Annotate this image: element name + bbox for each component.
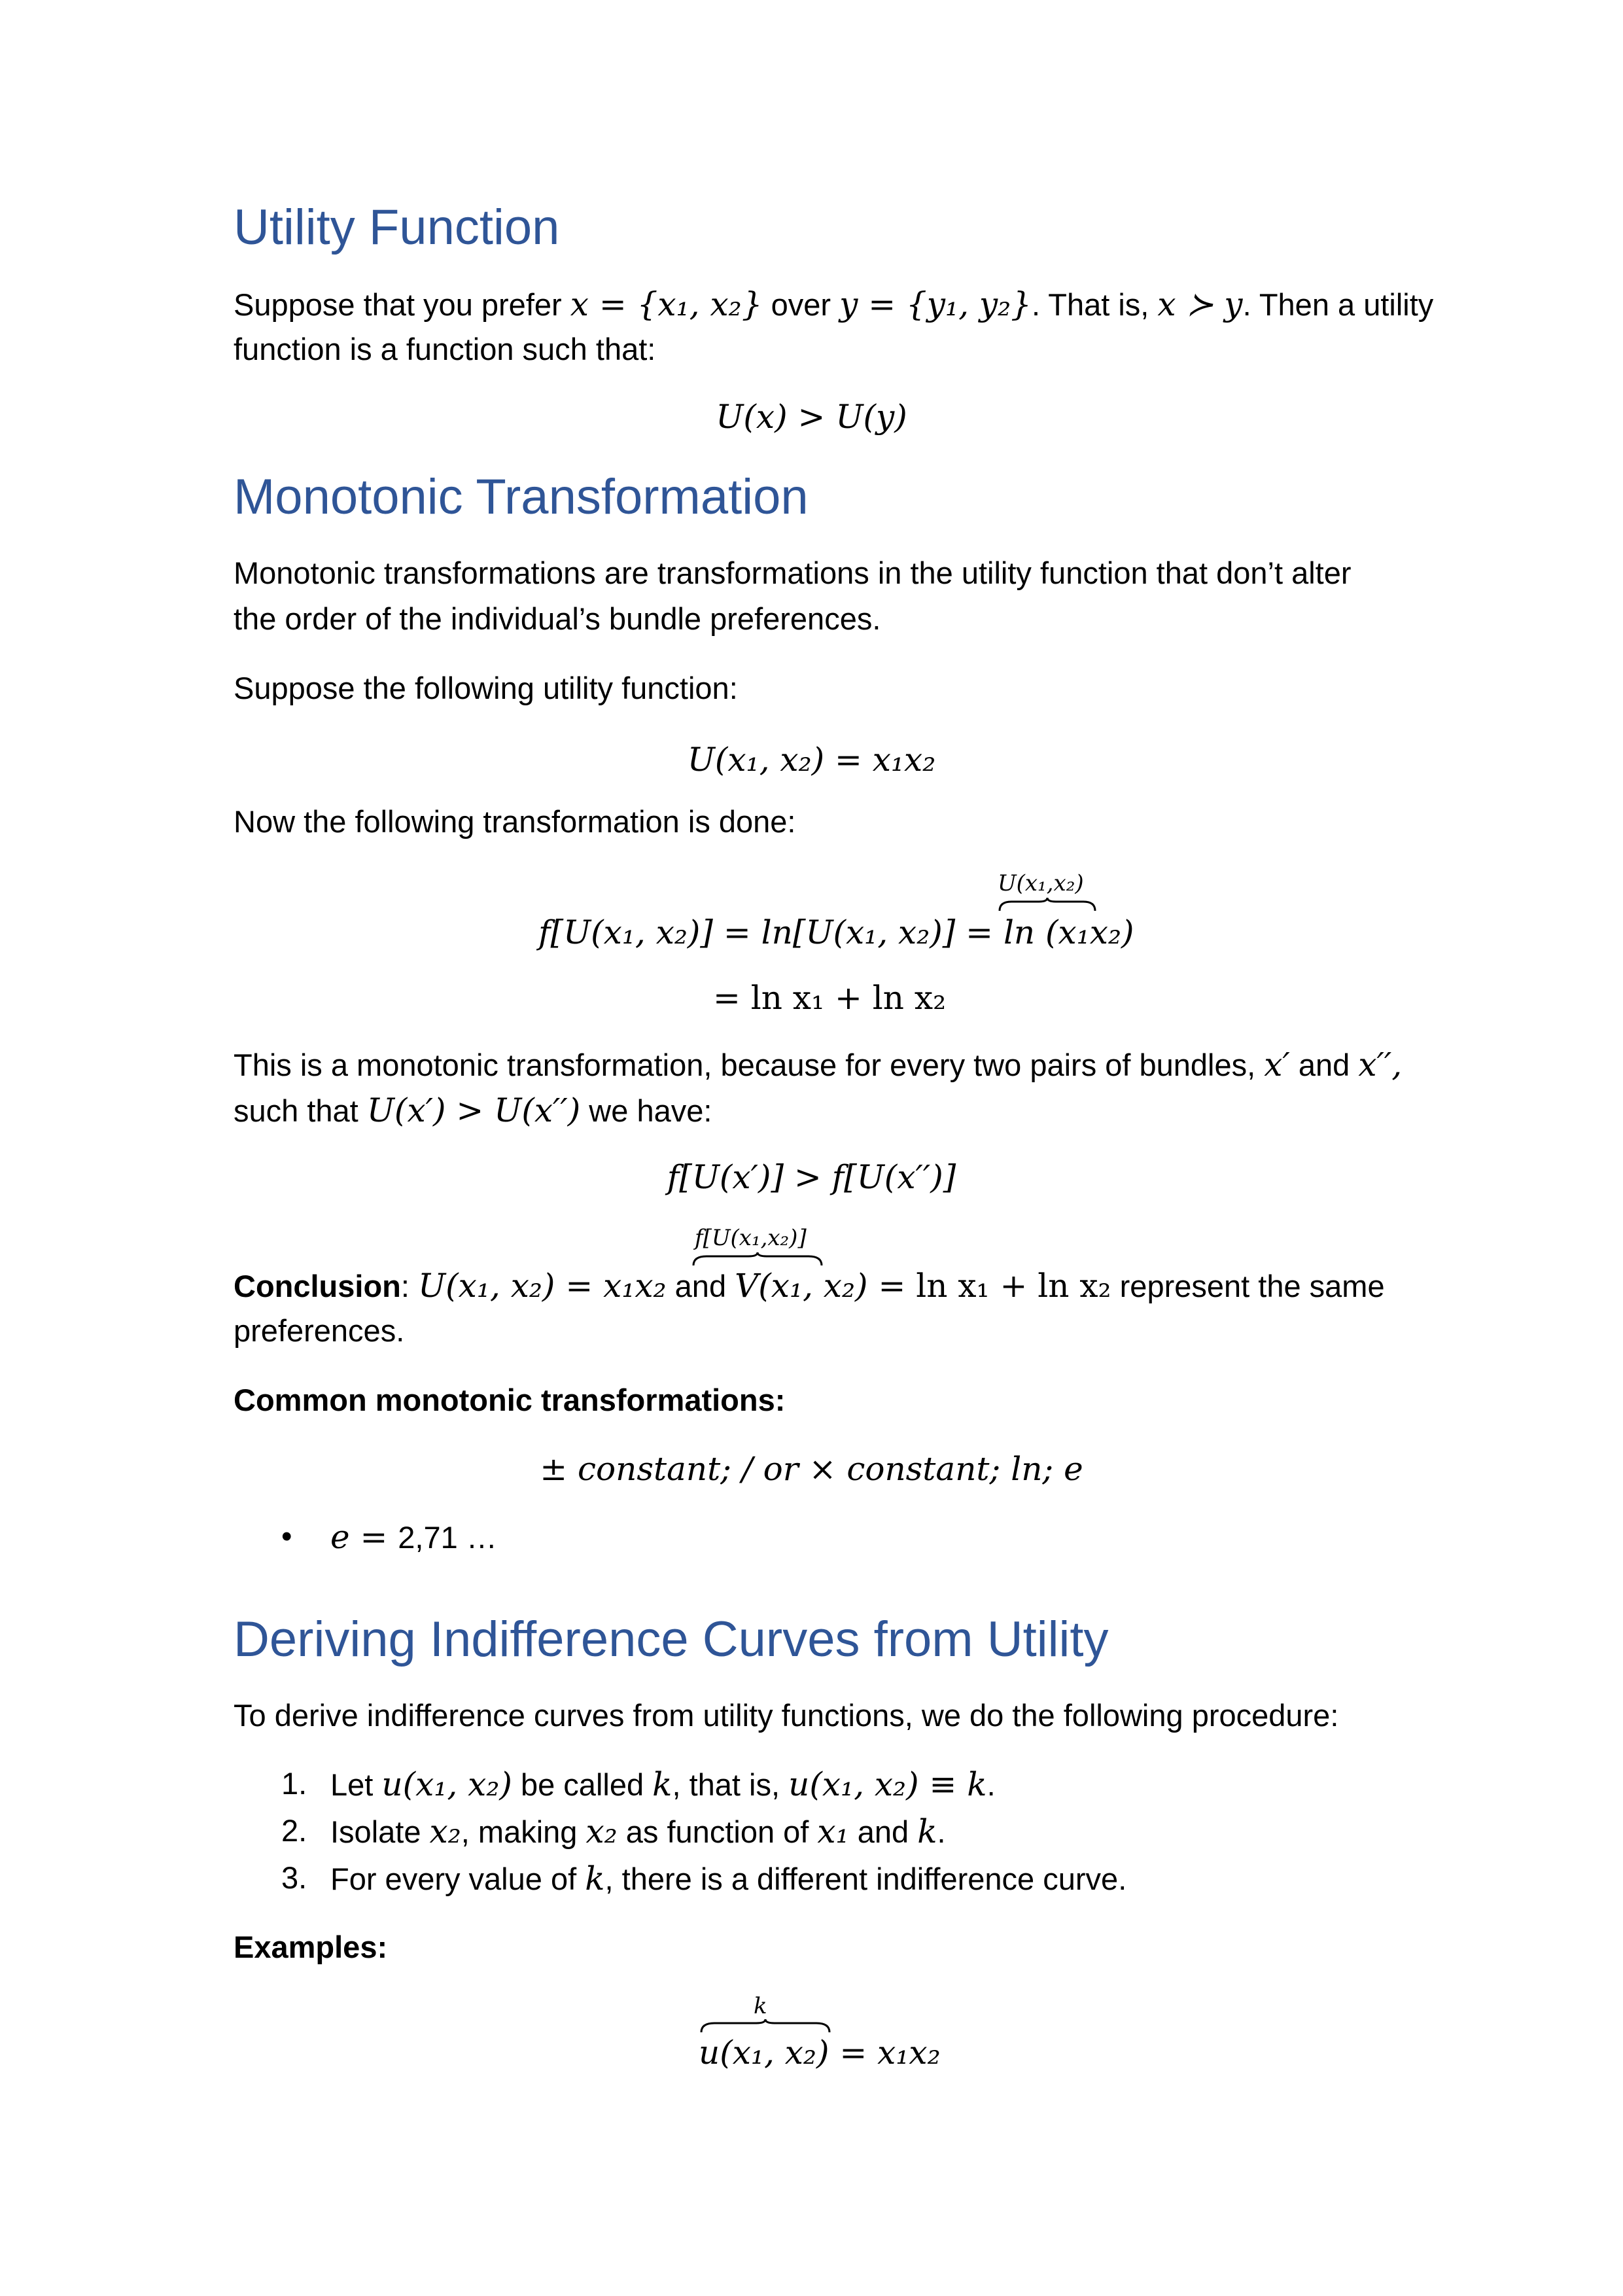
math-braced-term: V(x₁, x₂) <box>735 1267 868 1305</box>
math-inline: x = {x₁, x₂} <box>570 285 763 323</box>
math-inline: u(x₁, x₂) ≡ k <box>788 1765 987 1803</box>
math-inline: U(x′) > U(x′′) <box>366 1091 581 1129</box>
math-inline: e = <box>330 1518 398 1556</box>
text-run: . That is, <box>1031 287 1158 322</box>
text-run: and <box>666 1269 735 1303</box>
math-inline: x₂ <box>585 1812 618 1850</box>
overbrace-icon <box>692 1251 823 1267</box>
text-run: Let <box>330 1767 382 1802</box>
equation-utility-product: U(x₁, x₂) = x₁x₂ <box>687 741 936 779</box>
heading-utility-function: Utility Function <box>234 200 560 255</box>
equation-utility-inequality: U(x) > U(y) <box>716 398 907 436</box>
monotonic-paragraph-line6 <box>234 1091 712 1129</box>
equation-example-utility <box>699 2034 941 2072</box>
text-run: . <box>937 1814 946 1849</box>
text-run: , that is, <box>672 1767 789 1802</box>
utility-paragraph-line1 <box>234 285 1434 323</box>
math-inline: x ≻ y <box>1157 285 1243 323</box>
heading-monotonic-transformation: Monotonic Transformation <box>234 469 809 525</box>
text-run: and <box>1289 1048 1359 1082</box>
text-run: we have: <box>580 1093 712 1128</box>
text-run: over <box>762 287 840 322</box>
text-run: such that <box>234 1093 367 1128</box>
text-run: , there is a different indifference curve. <box>604 1862 1127 1896</box>
text-run: This is a monotonic transformation, because for every two pairs of bundles, <box>234 1048 1265 1082</box>
heading-deriving-indifference-curves: Deriving Indifference Curves from Utility <box>234 1612 1109 1667</box>
equation-transformed-inequality: f[U(x′)] > f[U(x′′)] <box>667 1158 956 1196</box>
text-run: be called <box>512 1767 653 1802</box>
monotonic-paragraph-line4: Now the following transformation is done: <box>234 804 796 839</box>
text-run: , making <box>461 1814 586 1849</box>
text-run: . <box>986 1767 996 1802</box>
monotonic-paragraph-line1: Monotonic transformations are transformations in the utility function that don’t alter <box>234 556 1352 590</box>
text-run: as function of <box>617 1814 818 1849</box>
math-inline: u(x₁, x₂) <box>381 1765 512 1803</box>
bullet-item-e <box>330 1518 497 1556</box>
math-braced-term: (x₁x₂) <box>1045 913 1134 951</box>
equation-log-transformation <box>538 913 1134 951</box>
bullet-marker: • <box>281 1519 292 1553</box>
step-3-text <box>330 1860 1127 1898</box>
overbrace-icon <box>700 2018 831 2034</box>
math-braced-term: u(x₁, x₂) <box>699 2034 829 2072</box>
math-inline: x′′, <box>1358 1046 1403 1084</box>
conclusion-line1 <box>234 1267 1385 1305</box>
monotonic-paragraph-line2: the order of the individual’s bundle preferences. <box>234 601 881 636</box>
step-1-text <box>330 1765 996 1803</box>
step-2-number: 2. <box>281 1813 307 1848</box>
utility-paragraph-line2: function is a function such that: <box>234 332 656 366</box>
text-run: represent the same <box>1111 1269 1385 1303</box>
text-run: : <box>400 1269 419 1303</box>
math-inline: k <box>585 1860 605 1898</box>
step-2-text <box>330 1812 946 1850</box>
math-inline: x₁ <box>817 1812 849 1850</box>
math-inline: y = {y₁, y₂} <box>839 285 1032 323</box>
math-run: = x₁x₂ <box>829 2034 941 2072</box>
overbrace-label: U(x₁,x₂) <box>998 870 1084 896</box>
common-transformations-heading: Common monotonic transformations: <box>234 1383 786 1417</box>
equation-common-transformations: ± constant; / or × constant; ln; e <box>540 1450 1083 1488</box>
math-inline: k <box>917 1812 937 1850</box>
text-run: Isolate <box>330 1814 430 1849</box>
math-run: f[U(x₁, x₂)] = ln[U(x₁, x₂)] = ln <box>538 913 1046 951</box>
conclusion-line2: preferences. <box>234 1313 405 1348</box>
step-1-number: 1. <box>281 1766 307 1801</box>
monotonic-paragraph-line3: Suppose the following utility function: <box>234 671 738 705</box>
text-run: For every value of <box>330 1862 585 1896</box>
example-overbrace-label: k <box>754 1993 767 2019</box>
math-inline: x′ <box>1264 1046 1290 1084</box>
math-inline: U(x₁, x₂) = x₁x₂ <box>418 1267 667 1305</box>
math-inline: k <box>652 1765 672 1803</box>
indifference-paragraph: To derive indifference curves from utility functions, we do the following procedure: <box>234 1698 1339 1733</box>
monotonic-paragraph-line5 <box>234 1046 1403 1084</box>
text-run: and <box>848 1814 918 1849</box>
conclusion-label: Conclusion <box>234 1269 401 1303</box>
step-3-number: 3. <box>281 1860 307 1895</box>
equation-log-sum: = ln x₁ + ln x₂ <box>713 979 947 1017</box>
math-inline: x₂ <box>429 1812 461 1850</box>
examples-label: Examples: <box>234 1930 388 1964</box>
math-inline: = ln x₁ + ln x₂ <box>867 1267 1111 1305</box>
overbrace-icon <box>998 896 1096 912</box>
text-run: . Then a utility <box>1242 287 1434 322</box>
text-run: 2,71 … <box>398 1520 497 1555</box>
text-run: Suppose that you prefer <box>234 287 570 322</box>
conclusion-overbrace-label: f[U(x₁,x₂)] <box>695 1225 807 1251</box>
